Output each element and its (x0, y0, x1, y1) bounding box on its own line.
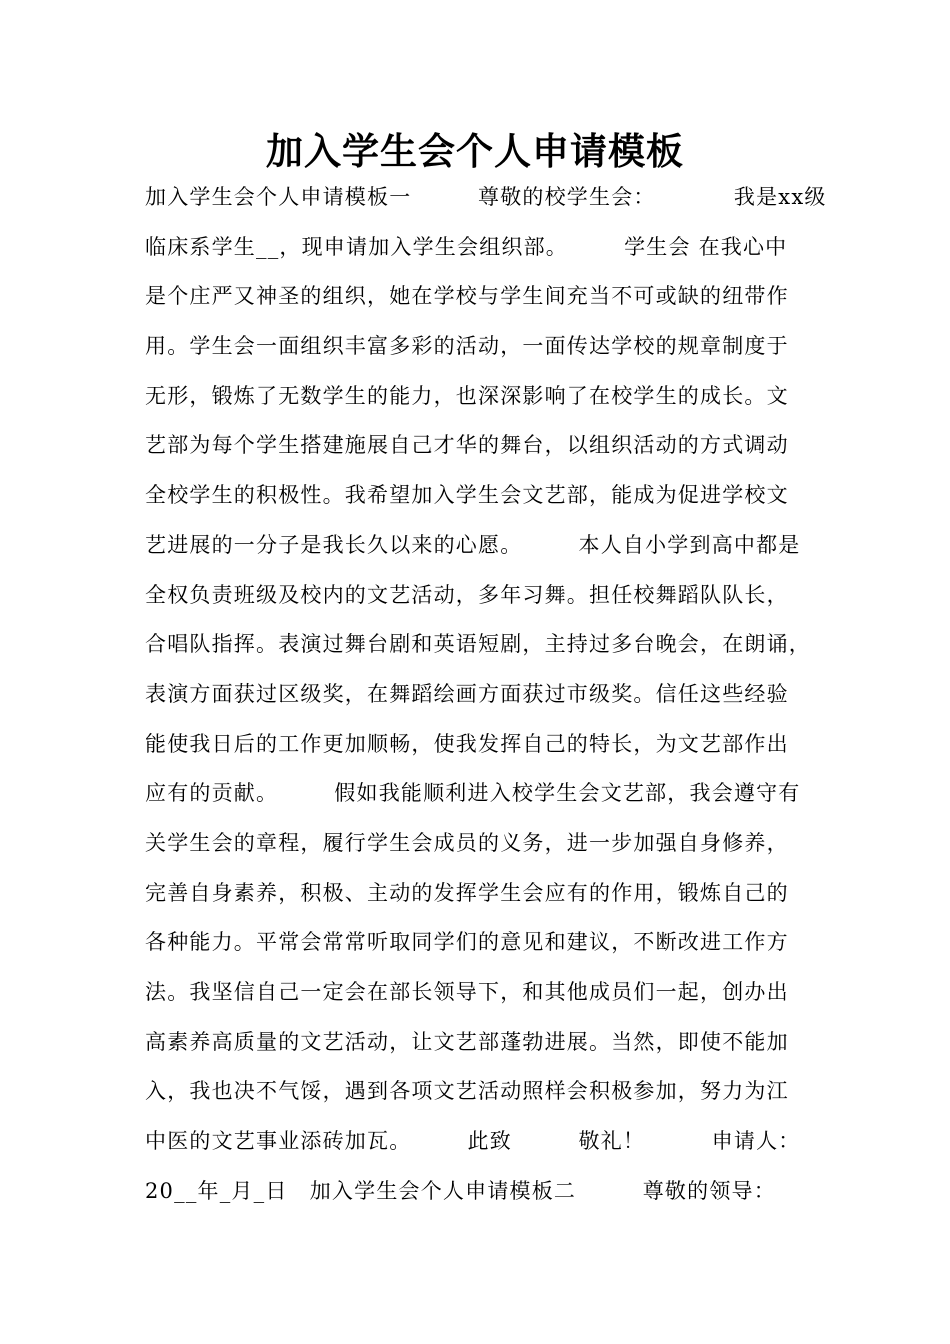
document-body (145, 172, 835, 1215)
body-line: 法。我坚信自己一定会在部长领导下，和其他成员们一起，创办出 (145, 980, 789, 1004)
body-line: 入，我也决不气馁，遇到各项文艺活动照样会积极参加，努力为江 (145, 1079, 789, 1104)
body-line: 全校学生的积极性。我希望加入学生会文艺部，能成为促进学校文 (145, 483, 789, 508)
body-line: 高素养高质量的文艺活动，让文艺部蓬勃进展。当然，即使不能加 (145, 1029, 789, 1054)
body-line: 用。学生会一面组织丰富多彩的活动，一面传达学校的规章制度于 (145, 334, 789, 359)
body-line: 加入学生会个人申请模板一 尊敬的校学生会： 我是xx级 (145, 185, 827, 209)
body-line: 全权负责班级及校内的文艺活动，多年习舞。担任校舞蹈队队长， (145, 582, 789, 607)
body-line: 合唱队指挥。表演过舞台剧和英语短剧，主持过多台晚会，在朗诵， (145, 632, 811, 657)
body-line: 艺部为每个学生搭建施展自己才华的舞台，以组织活动的方式调动 (145, 433, 789, 458)
body-line: 20__年_月_日 加入学生会个人申请模板二 尊敬的领导： (145, 1178, 776, 1203)
body-line: 是个庄严又神圣的组织，她在学校与学生间充当不可或缺的纽带作 (145, 284, 789, 309)
body-line: 应有的贡献。 假如我能顺利进入校学生会文艺部，我会遵守有 (145, 781, 801, 806)
body-line: 各种能力。平常会常常听取同学们的意见和建议，不断改进工作方 (145, 930, 789, 955)
document-title: 加入学生会个人申请模板 (266, 130, 684, 173)
body-line: 关学生会的章程，履行学生会成员的义务，进一步加强自身修养， (145, 830, 789, 855)
body-line: 临床系学生__，现申请加入学生会组织部。 学生会 在我心中 (145, 234, 788, 259)
body-line: 中医的文艺事业添砖加瓦。 此致 敬礼！ 申请人： (145, 1129, 801, 1154)
body-line: 完善自身素养，积极、主动的发挥学生会应有的作用，锻炼自己的 (145, 880, 789, 905)
body-line: 无形，锻炼了无数学生的能力，也深深影响了在校学生的成长。文 (145, 383, 789, 408)
body-line: 表演方面获过区级奖，在舞蹈绘画方面获过市级奖。信任这些经验 (145, 681, 789, 706)
body-line: 艺进展的一分子是我长久以来的心愿。 本人自小学到高中都是 (145, 532, 801, 557)
body-line: 能使我日后的工作更加顺畅，使我发挥自己的特长，为文艺部作出 (145, 731, 789, 756)
